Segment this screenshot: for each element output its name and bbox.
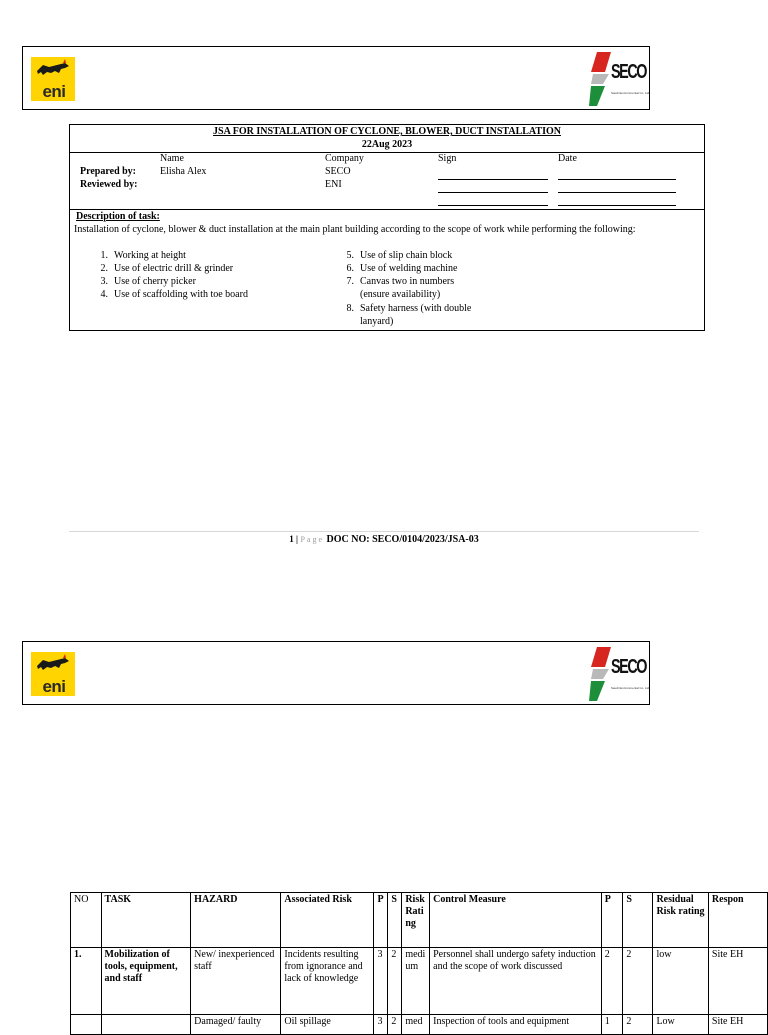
list-item: 4. Use of scaffolding with toe board bbox=[100, 289, 248, 300]
row-s2: 2 bbox=[623, 1015, 653, 1035]
seco-logo bbox=[589, 645, 650, 703]
seco-tagline: Saudi Environmental Co. Ltd bbox=[611, 686, 650, 690]
list-item: 3. Use of cherry picker bbox=[100, 276, 196, 287]
row-residual: Low bbox=[653, 1015, 708, 1035]
extra-sign-line bbox=[438, 205, 548, 206]
header-cell: Residual Risk rating bbox=[653, 893, 708, 948]
seco-logo bbox=[589, 50, 650, 108]
jsa-title: JSA FOR INSTALLATION OF CYCLONE, BLOWER, DUCT INSTALLATION bbox=[213, 126, 561, 137]
row-resp: Site EH bbox=[708, 948, 767, 1015]
row-p2: 2 bbox=[601, 948, 623, 1015]
row-residual: low bbox=[653, 948, 708, 1015]
seco-wordmark: SECO bbox=[611, 656, 647, 678]
list-item: 8. Safety harness (with double bbox=[346, 303, 472, 314]
row-hazard: Damaged/ faulty bbox=[191, 1015, 281, 1035]
row-rating: med bbox=[402, 1015, 430, 1035]
prepared-by-company: SECO bbox=[325, 166, 351, 177]
page-footer bbox=[0, 533, 768, 546]
row-s2: 2 bbox=[623, 948, 653, 1015]
row-control: Personnel shall undergo safety induction and the scope of work discussed bbox=[430, 948, 602, 1015]
row-risk: Incidents resulting from ignorance and lack of knowledge bbox=[281, 948, 374, 1015]
header-cell: Control Measure bbox=[430, 893, 602, 948]
jsa-date: 22Aug 2023 bbox=[361, 139, 413, 150]
row-control: Inspection of tools and equipment bbox=[430, 1015, 602, 1035]
row-s: 2 bbox=[388, 1015, 402, 1035]
header-cell: S bbox=[388, 893, 402, 948]
page-word: Page bbox=[300, 535, 325, 544]
footer-rule bbox=[69, 531, 699, 532]
description-text: Installation of cyclone, blower & duct installation at the main plant building according to the scope of work while performing the following: bbox=[74, 224, 636, 235]
eni-wordmark: eni bbox=[42, 677, 66, 696]
header-cell: NO bbox=[71, 893, 102, 948]
list-item: 2. Use of electric drill & grinder bbox=[100, 263, 234, 274]
reviewed-by-label: Reviewed by: bbox=[80, 179, 138, 190]
divider bbox=[70, 209, 704, 210]
col-date-header: Date bbox=[558, 153, 577, 164]
header-cell: TASK bbox=[101, 893, 191, 948]
reviewed-sign-line bbox=[438, 192, 548, 193]
eni-logo bbox=[31, 57, 75, 101]
table-row bbox=[71, 948, 768, 1015]
reviewed-by-company: ENI bbox=[325, 179, 342, 190]
row-hazard: New/ inexperienced staff bbox=[191, 948, 281, 1015]
six-legged-dog-icon bbox=[35, 59, 71, 81]
list-item: 5. Use of slip chain block bbox=[346, 250, 453, 261]
six-legged-dog-icon bbox=[35, 654, 71, 676]
page2-header-box bbox=[22, 641, 650, 705]
row-p2: 1 bbox=[601, 1015, 623, 1035]
header-cell: Respon bbox=[708, 893, 767, 948]
page-number: 1 | bbox=[289, 534, 298, 544]
table-header-row bbox=[71, 893, 768, 948]
col-name-header: Name bbox=[160, 153, 184, 164]
reviewed-date-line bbox=[558, 192, 676, 193]
row-no bbox=[71, 1015, 102, 1035]
row-resp: Site EH bbox=[708, 1015, 767, 1035]
header-cell: HAZARD bbox=[191, 893, 281, 948]
header-cell: S bbox=[623, 893, 653, 948]
description-heading: Description of task: bbox=[76, 211, 160, 222]
prepared-date-line bbox=[558, 179, 676, 180]
risk-assessment-table bbox=[70, 892, 768, 1035]
header-cell: P bbox=[601, 893, 623, 948]
row-rating: medium bbox=[402, 948, 430, 1015]
row-p: 3 bbox=[374, 1015, 388, 1035]
list-item: 1. Working at height bbox=[100, 250, 186, 261]
header-cell: Risk Rating bbox=[402, 893, 430, 948]
eni-wordmark: eni bbox=[42, 82, 66, 101]
prepared-sign-line bbox=[438, 179, 548, 180]
seco-wordmark: SECO bbox=[611, 61, 647, 83]
row-no: 1. bbox=[71, 948, 102, 1015]
row-task: Mobilization of tools, equipment, and staff bbox=[101, 948, 191, 1015]
page1-header-box bbox=[22, 46, 650, 110]
col-sign-header: Sign bbox=[438, 153, 457, 164]
row-s: 2 bbox=[388, 948, 402, 1015]
list-item: 6. Use of welding machine bbox=[346, 263, 458, 274]
header-cell: P bbox=[374, 893, 388, 948]
table-row bbox=[71, 1015, 768, 1035]
extra-date-line bbox=[558, 205, 676, 206]
doc-number: DOC NO: SECO/0104/2023/JSA-03 bbox=[326, 534, 479, 545]
row-task bbox=[101, 1015, 191, 1035]
jsa-info-box bbox=[69, 124, 705, 331]
list-item: (ensure availability) bbox=[360, 289, 441, 300]
eni-logo bbox=[31, 652, 75, 696]
row-risk: Oil spillage bbox=[281, 1015, 374, 1035]
list-item: lanyard) bbox=[360, 316, 394, 327]
header-cell: Associated Risk bbox=[281, 893, 374, 948]
seco-tagline: Saudi Environmental Co. Ltd bbox=[611, 91, 650, 95]
row-p: 3 bbox=[374, 948, 388, 1015]
prepared-by-label: Prepared by: bbox=[80, 166, 137, 177]
list-item: 7. Canvas two in numbers bbox=[346, 276, 455, 287]
prepared-by-name: Elisha Alex bbox=[160, 166, 207, 177]
col-company-header: Company bbox=[325, 153, 364, 164]
